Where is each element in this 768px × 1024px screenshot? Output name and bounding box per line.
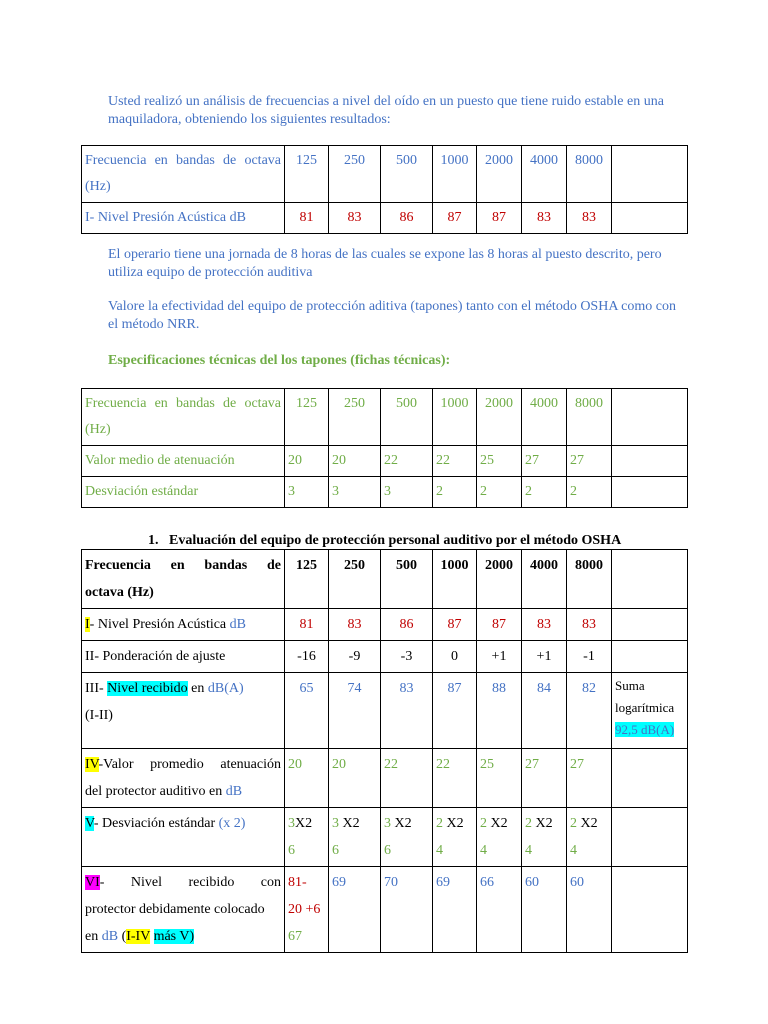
freq-cell: 4000 (522, 389, 567, 446)
value-cell: 66 (477, 867, 522, 953)
empty-cell (612, 389, 688, 446)
freq-cell: 8000 (567, 389, 612, 446)
value-cell: -3 (381, 641, 433, 673)
empty-cell (612, 477, 688, 508)
freq-cell: 1000 (433, 389, 477, 446)
std-dev-value: 2 (570, 816, 577, 831)
formula-text: (I-II) (85, 708, 113, 723)
multiplier: X2 (295, 816, 313, 831)
value-cell: 65 (285, 673, 329, 749)
freq-cell: 4000 (522, 550, 567, 609)
earplug-spec-table (81, 388, 688, 508)
multiplier: X2 (487, 816, 508, 831)
value-cell: 87 (433, 609, 477, 641)
freq-cell: 2000 (477, 550, 522, 609)
std-dev-result: 4 (480, 843, 487, 858)
value-cell: 27 (567, 749, 612, 808)
freq-cell: 250 (329, 389, 381, 446)
value-cell: 22 (381, 446, 433, 477)
row-numeral: V (85, 816, 94, 831)
operator-paragraph: El operario tiene una jornada de 8 horas de las cuales se expone las 8 horas al puesto descrito, pero utiliza equipo de protección auditiva (108, 247, 662, 280)
value-cell: 3 (381, 477, 433, 508)
row-label-text: -Valor promedio atenuación (98, 757, 281, 772)
value-cell: 25 (477, 749, 522, 808)
value-cell: +1 (477, 641, 522, 673)
value-cell: 86 (381, 203, 433, 234)
row-label-text: protector debidamente colocado (85, 902, 265, 917)
freq-cell: 500 (381, 146, 433, 203)
value-cell: 2 (522, 477, 567, 508)
std-dev-cell (381, 808, 433, 867)
row-label-text: - Nivel Presión Acústica (89, 617, 230, 632)
header-label-cell: Frecuencia en bandas de octava (Hz) (82, 550, 285, 609)
freq-label-cell: Frecuencia en bandas de octava (Hz) (82, 389, 285, 446)
multiplier: X2 (443, 816, 464, 831)
freq-cell: 2000 (477, 146, 522, 203)
value-cell: 20 (329, 749, 381, 808)
multiplier: X2 (532, 816, 553, 831)
value-cell: 84 (522, 673, 567, 749)
row-label (82, 808, 285, 867)
freq-cell: 2000 (477, 389, 522, 446)
value-cell: 2 (477, 477, 522, 508)
std-dev-value: 3 (384, 816, 391, 831)
freq-cell: 500 (381, 550, 433, 609)
empty-cell (612, 203, 688, 234)
freq-cell: 250 (329, 146, 381, 203)
empty-cell (612, 749, 688, 808)
std-dev-value: 2 (480, 816, 487, 831)
highlight-text: más V) (153, 929, 195, 944)
std-dev-value: 3 (288, 816, 295, 831)
std-dev-cell (329, 808, 381, 867)
value-cell: 2 (433, 477, 477, 508)
row-label (82, 749, 285, 808)
value-cell: 81 (285, 203, 329, 234)
value-cell: 20 (285, 749, 329, 808)
std-dev-result: 6 (332, 843, 339, 858)
std-dev-value: 2 (436, 816, 443, 831)
value-cell: 3 (329, 477, 381, 508)
value-cell: 27 (567, 446, 612, 477)
log-sum-value: 92,5 dB(A) (615, 722, 675, 737)
value-cell: 27 (522, 446, 567, 477)
value-cell: 83 (329, 609, 381, 641)
row-label (82, 609, 285, 641)
std-dev-value: 3 (332, 816, 339, 831)
multiplier: X2 (577, 816, 598, 831)
value-cell: 83 (381, 673, 433, 749)
assessment-paragraph: Valore la efectividad del equipo de protección aditiva (tapones) tanto con el método OSHA como con el método NRR. (108, 299, 676, 332)
row-numeral: IV (85, 757, 99, 772)
value-cell: 60 (567, 867, 612, 953)
value-cell: 60 (522, 867, 567, 953)
section-number: 1. (148, 533, 159, 548)
value-cell: 69 (329, 867, 381, 953)
empty-cell (612, 146, 688, 203)
value-cell: 88 (477, 673, 522, 749)
std-dev-cell (285, 808, 329, 867)
multiplier: X2 (339, 816, 360, 831)
log-sum-label: logarítmica (615, 700, 675, 715)
value-cell: 27 (522, 749, 567, 808)
value-cell: +1 (522, 641, 567, 673)
value-cell: 3 (285, 477, 329, 508)
std-dev-cell (567, 808, 612, 867)
std-dev-cell (477, 808, 522, 867)
highlight-text: Nivel recibido (107, 681, 188, 696)
unit-text: dB(A) (207, 681, 244, 696)
unit-text: dB (225, 784, 243, 799)
row-label-text: en (187, 681, 208, 696)
value-cell: 25 (477, 446, 522, 477)
row-label: Desviación estándar (82, 477, 285, 508)
value-cell: 86 (381, 609, 433, 641)
std-dev-result: 6 (288, 843, 295, 858)
std-dev-result: 6 (384, 843, 391, 858)
value-cell: 2 (567, 477, 612, 508)
std-dev-result: 4 (436, 843, 443, 858)
std-dev-cell (522, 808, 567, 867)
empty-cell (612, 641, 688, 673)
frequency-results-table (81, 145, 688, 234)
highlight-text: I-IV (126, 929, 151, 944)
freq-label-cell: Frecuencia en bandas de octava (Hz) (82, 146, 285, 203)
value-cell: 87 (433, 203, 477, 234)
row-label (82, 673, 285, 749)
spec-heading: Especificaciones técnicas del los tapones (fichas técnicas): (108, 353, 451, 368)
paren-text: ( (118, 929, 127, 944)
row-numeral: VI (85, 875, 100, 890)
row-label-text: en (85, 929, 102, 944)
freq-cell: 125 (285, 389, 329, 446)
value-cell: 83 (522, 203, 567, 234)
value-cell: 83 (329, 203, 381, 234)
std-dev-value: 2 (525, 816, 532, 831)
row-label: I- Nivel Presión Acústica dB (82, 203, 285, 234)
value-cell: -9 (329, 641, 381, 673)
value-cell: 87 (477, 203, 522, 234)
row-label: II- Ponderación de ajuste (82, 641, 285, 673)
freq-cell: 125 (285, 146, 329, 203)
value-cell: 70 (381, 867, 433, 953)
osha-evaluation-table (81, 549, 688, 953)
section-title: Evaluación del equipo de protección personal auditivo por el método OSHA (169, 533, 622, 548)
empty-cell (612, 609, 688, 641)
value-cell: 81 (285, 609, 329, 641)
empty-cell (612, 808, 688, 867)
log-sum-cell (612, 673, 688, 749)
value-cell: 22 (381, 749, 433, 808)
value-cell: 82 (567, 673, 612, 749)
calc-line: 20 +6 (288, 902, 321, 917)
intro-paragraph: Usted realizó un análisis de frecuencias a nivel del oído en un puesto que tiene ruido estable en una maquiladora, obteniendo los siguientes resultados: (108, 94, 664, 127)
value-cell: 83 (567, 203, 612, 234)
row-numeral: III- (85, 681, 108, 696)
row-label-text: del protector auditivo en (85, 784, 226, 799)
value-cell: -1 (567, 641, 612, 673)
freq-cell: 8000 (567, 146, 612, 203)
freq-cell: 4000 (522, 146, 567, 203)
empty-cell (612, 550, 688, 609)
value-cell: 20 (329, 446, 381, 477)
calc-line: 81- (288, 875, 307, 890)
empty-cell (612, 867, 688, 953)
freq-cell: 1000 (433, 550, 477, 609)
section-heading (148, 533, 621, 549)
unit-text: dB (101, 929, 119, 944)
value-cell: 69 (433, 867, 477, 953)
empty-cell (612, 446, 688, 477)
value-cell: 87 (477, 609, 522, 641)
freq-cell: 8000 (567, 550, 612, 609)
row-label-text: - Nivel recibido con (99, 875, 281, 890)
freq-cell: 1000 (433, 146, 477, 203)
row-label-text: - Desviación estándar (93, 816, 219, 831)
freq-cell: 125 (285, 550, 329, 609)
calc-result: 67 (288, 929, 302, 944)
value-cell: 22 (433, 749, 477, 808)
freq-cell: 250 (329, 550, 381, 609)
value-cell: 20 (285, 446, 329, 477)
log-sum-label: Suma (615, 678, 645, 693)
unit-text: dB (229, 617, 246, 632)
row-label (82, 867, 285, 953)
value-cell: 87 (433, 673, 477, 749)
row-label: Valor medio de atenuación (82, 446, 285, 477)
multiplier-text: (x 2) (218, 816, 246, 831)
row-numeral: I (85, 617, 90, 632)
value-cell: 74 (329, 673, 381, 749)
value-cell: 22 (433, 446, 477, 477)
multiplier: X2 (391, 816, 412, 831)
value-cell: -16 (285, 641, 329, 673)
value-cell: 0 (433, 641, 477, 673)
freq-cell: 500 (381, 389, 433, 446)
std-dev-cell (433, 808, 477, 867)
value-cell: 83 (522, 609, 567, 641)
calc-cell (285, 867, 329, 953)
std-dev-result: 4 (525, 843, 532, 858)
value-cell: 83 (567, 609, 612, 641)
std-dev-result: 4 (570, 843, 577, 858)
